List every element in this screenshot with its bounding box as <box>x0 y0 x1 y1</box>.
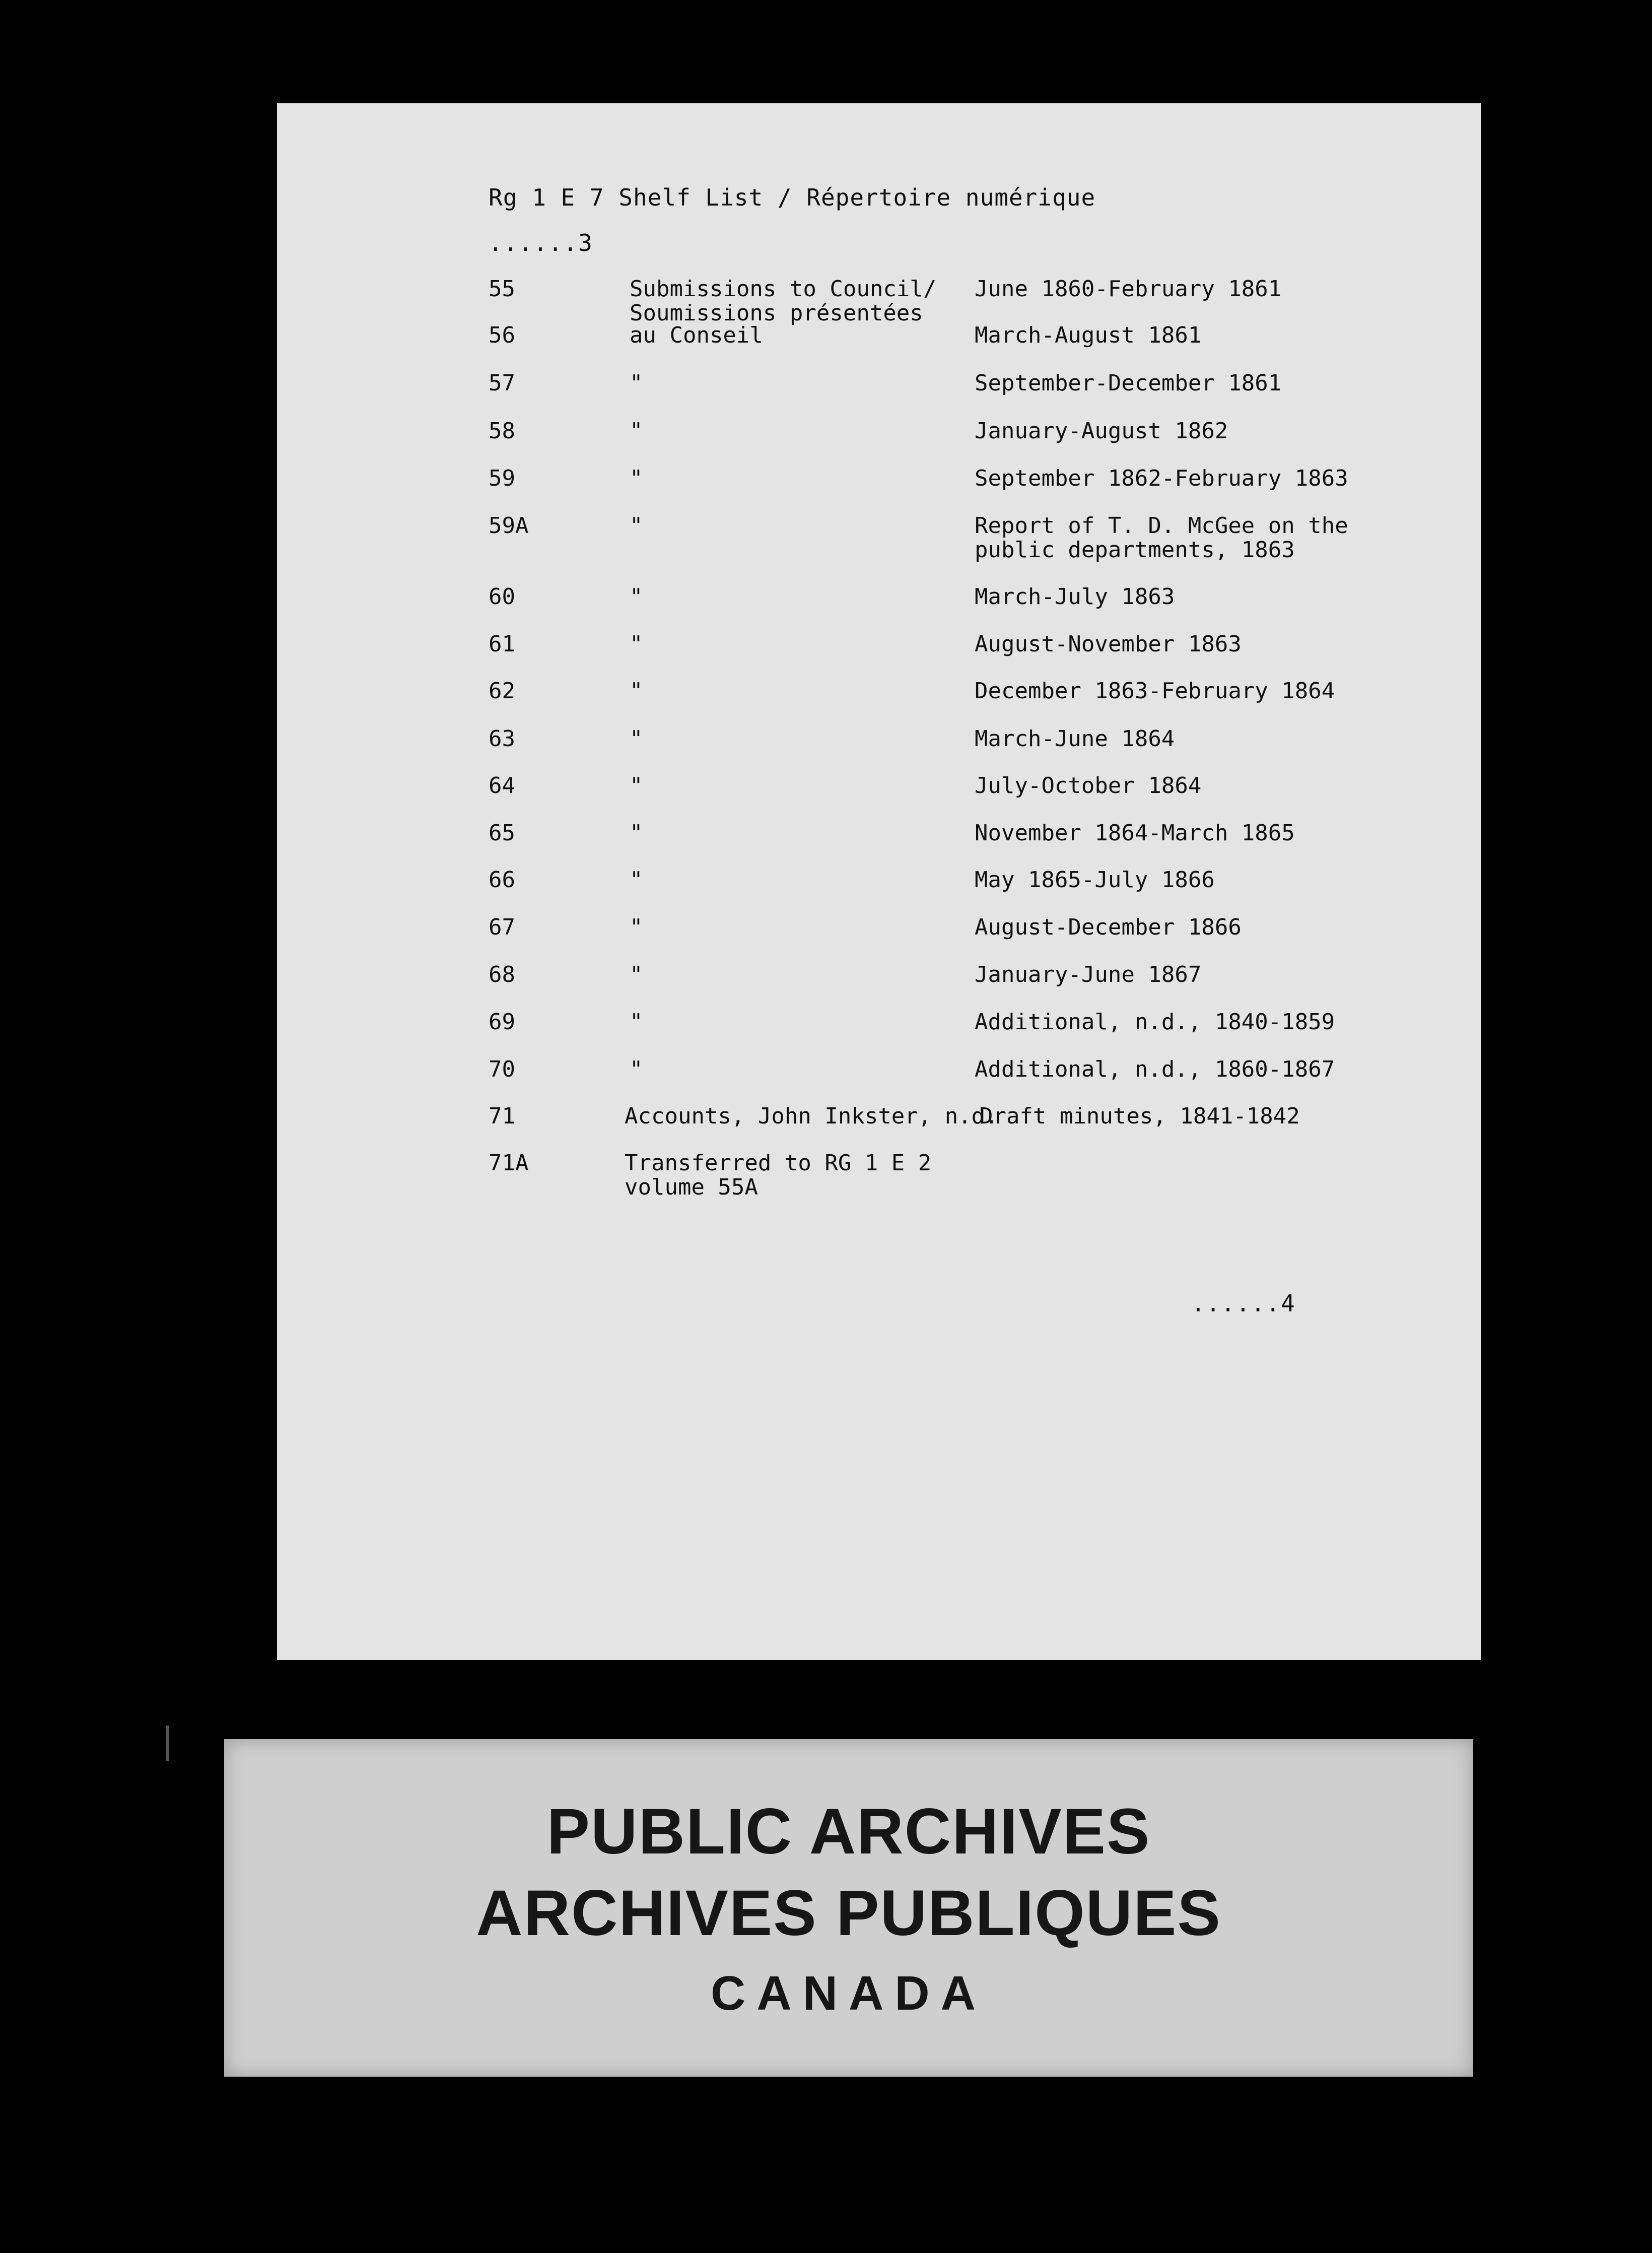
volume-number: 65 <box>489 820 515 846</box>
row-date: June 1860-February 1861 <box>975 276 1282 302</box>
volume-number: 67 <box>489 914 515 940</box>
row-date: December 1863-February 1864 <box>975 678 1335 704</box>
row-date: September 1862-February 1863 <box>975 466 1348 491</box>
volume-number: 60 <box>489 584 515 610</box>
row-description: " <box>630 1056 643 1082</box>
volume-number: 61 <box>489 631 515 657</box>
row-description: " <box>630 1009 643 1035</box>
row-date: Additional, n.d., 1840-1859 <box>975 1009 1335 1035</box>
volume-number: 55 <box>489 276 515 302</box>
row-description: " <box>630 914 643 940</box>
next-page-marker: ......4 <box>1191 1290 1296 1317</box>
row-date: January-June 1867 <box>975 962 1202 987</box>
volume-number: 59A <box>489 513 529 539</box>
row-date: January-August 1862 <box>975 418 1228 444</box>
row-date: July-October 1864 <box>975 773 1202 799</box>
row-description: " <box>630 962 643 987</box>
row-description: Accounts, John Inkster, n.d. <box>625 1103 998 1129</box>
volume-number: 71 <box>489 1103 515 1129</box>
row-description: " <box>630 631 643 657</box>
row-date: September-December 1861 <box>975 370 1282 396</box>
volume-number: 63 <box>489 726 515 752</box>
volume-number: 66 <box>489 867 515 893</box>
volume-number: 71A <box>489 1150 529 1176</box>
volume-number: 57 <box>489 370 515 396</box>
row-description: Transferred to RG 1 E 2 volume 55A <box>625 1150 932 1200</box>
row-date: March-June 1864 <box>975 726 1175 752</box>
volume-number: 68 <box>489 962 515 987</box>
row-date: Report of T. D. McGee on the public departments, 1863 <box>975 513 1348 563</box>
row-date: March-July 1863 <box>975 584 1175 610</box>
volume-number: 62 <box>489 678 515 704</box>
row-date: August-November 1863 <box>975 631 1242 657</box>
row-date: Additional, n.d., 1860-1867 <box>975 1056 1335 1082</box>
banner-line-english: PUBLIC ARCHIVES <box>546 1796 1151 1868</box>
banner-line-french: ARCHIVES PUBLIQUES <box>476 1877 1221 1949</box>
document-page <box>277 103 1481 1660</box>
row-description: " <box>630 466 643 491</box>
row-description: " <box>630 418 643 444</box>
previous-page-marker: ......3 <box>489 229 593 256</box>
volume-number: 56 <box>489 322 515 348</box>
row-description: " <box>630 773 643 799</box>
page-heading: Rg 1 E 7 Shelf List / Répertoire numérique <box>489 184 1096 211</box>
row-date: Draft minutes, 1841-1842 <box>980 1103 1300 1129</box>
row-date: May 1865-July 1866 <box>975 867 1215 893</box>
row-description: Submissions to Council/ Soumissions présentées <box>630 276 937 326</box>
film-edge-mark <box>166 1726 169 1761</box>
row-description: " <box>630 726 643 752</box>
row-description: " <box>630 513 643 539</box>
row-date: March-August 1861 <box>975 322 1202 348</box>
volume-number: 58 <box>489 418 515 444</box>
row-date: August-December 1866 <box>975 914 1242 940</box>
volume-number: 70 <box>489 1056 515 1082</box>
banner-line-country: CANADA <box>711 1966 987 2020</box>
row-date: November 1864-March 1865 <box>975 820 1295 846</box>
row-description: " <box>630 678 643 704</box>
volume-number: 69 <box>489 1009 515 1035</box>
row-description: au Conseil <box>630 322 763 348</box>
row-description: " <box>630 584 643 610</box>
row-description: " <box>630 370 643 396</box>
volume-number: 59 <box>489 466 515 491</box>
row-description: " <box>630 820 643 846</box>
volume-number: 64 <box>489 773 515 799</box>
archives-banner <box>224 1739 1473 2077</box>
row-description: " <box>630 867 643 893</box>
